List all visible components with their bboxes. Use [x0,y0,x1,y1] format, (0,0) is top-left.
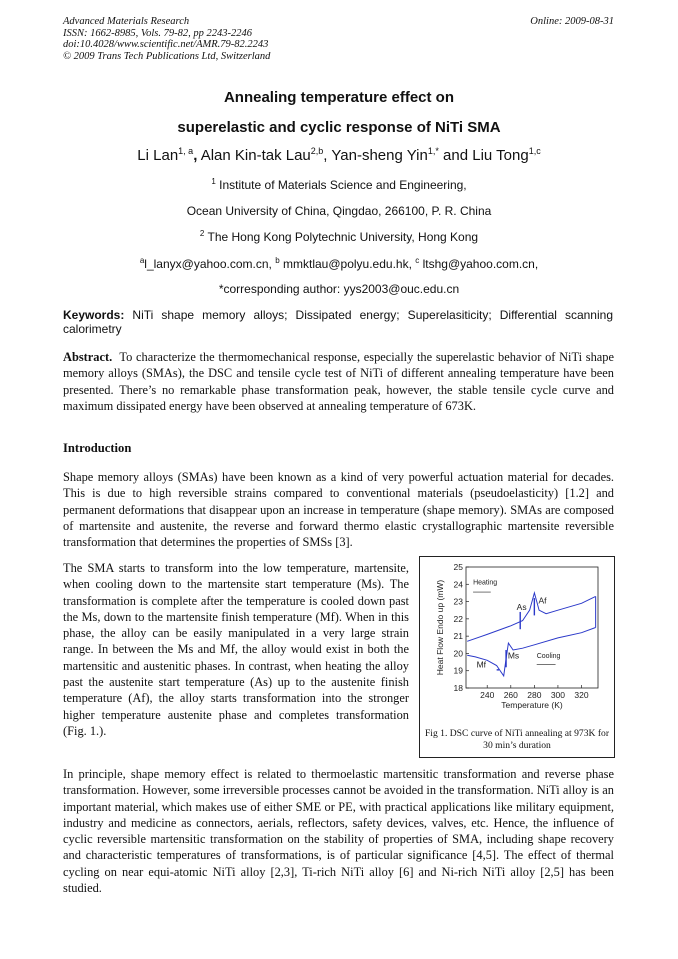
annotation-af: Af [538,595,547,606]
x-axis-label: Temperature (K) [501,700,563,710]
email-b-sup: b [275,256,280,265]
dsc-chart [420,557,614,727]
y-tick-label: 25 [453,562,463,572]
journal-name: Advanced Materials Research [63,16,190,27]
email-line [0,256,678,271]
author-3-sup: 1,* [427,146,439,156]
y-tick-label: 19 [453,665,463,676]
email-c[interactable]: ltshg@yahoo.com.cn, [422,257,539,271]
author-and: and [443,147,469,164]
affiliation-2-text: The Hong Kong Polytechnic University, Hong Kong [207,230,479,244]
author-3: Yan-sheng Yin [331,147,428,164]
affiliation-1-text: Institute of Materials Science and Engineering, [219,178,467,192]
affiliation-2-num: 2 [199,229,205,238]
title-line-2: superelastic and cyclic response of NiTi SMA [177,119,501,136]
x-tick-label: 280 [527,690,542,700]
affiliation-1 [0,177,678,192]
email-a-sup: a [139,256,145,265]
author-4: Liu Tong [472,147,529,164]
keywords [63,308,613,336]
x-tick-label: 320 [574,690,589,700]
intro-paragraph-1: Shape memory alloys (SMAs) have been known as a kind of very powerful actuation material for decades. This is due to high reversible strains compared to conventional materials (pseudoelasticity) [1.2] and permanent deformations that disappear upon an increase in temperature (shape memory). SMAs are composed of martensite and austenite, the reverse and forward thermo elastic crystallographic martensite reversible transformation that determines the properties of SMSs [3]. [63,470,614,550]
affiliation-1-num: 1 [211,177,216,186]
author-1: Li Lan [137,147,179,164]
y-tick-label: 21 [453,631,463,642]
abstract [63,349,614,414]
intro-paragraph-3: In principle, shape memory effect is related to thermoelastic martensitic transformation and reverse phase transformation. However, some irreversible processes cannot be avoided in the transformation. NiTi alloy is an important material, which makes use of either SME or PE, with practical applications like military equipment, industry and medicine as connectors, aerials, reflectors, safety devices, valves, etc. Hence, the influence of cyclic reversible martensitic transformation on the stability of properties of SMA, including shape recovery and characteristic temperatures of transformations, is of particular significance [4,5]. The effect of thermal cycling on near equi-atomic NiTi alloy [2,3], Ti-rich NiTi alloy [6] and Ni-rich NiTi alloy [2,5] has been studied. [63,767,614,896]
author-list: Li Lan$^{1, a}$, Alan Kin-tak Lau$^{2,b}$, Yan-sheng Yin$^{1,*}$ and Liu Tong$^{1,c}$ [137,146,541,164]
x-tick-label: 300 [550,690,566,700]
author-4-sup: 1,c [528,146,541,156]
issn-line: ISSN: 1662-8985, Vols. 79-82, pp 2243-2246 [63,27,252,39]
intro-paragraph-2: The SMA starts to transform into the low temperature, martensite, when cooling down to the martensite start temperature (Ms). The transformation is complete after the temperature is cooled down past the Ms, down to the martensite finish temperature (Mf). When in this phase, the alloy can be easily manipulated in a very large strain range. In between the Ms and Mf, the alloy would exist in both the martensitic and austenitic phases. In contrast, when heating the alloy past the austenite start temperature (As) up to the austenite finish temperature (Af), the alloy starts transformation into the stronger higher temperature austenite phase and completes transformation (Fig. 1.). [63,561,409,738]
online-date: Online: 2009-08-31 [530,16,614,27]
keywords-text: NiTi shape memory alloys; Dissipated energy; Superelasiticity; Differential scanning calorimetry [63,308,613,336]
y-tick-label: 23 [453,596,463,607]
doi-line: doi:10.4028/www.scientific.net/AMR.79-82.2243 [63,39,269,50]
email-b[interactable]: mmktlau@polyu.edu.hk, [283,257,412,271]
annotation-mf: Mf [476,659,487,670]
annotation-heating: Heating [473,579,498,587]
annotation-ms: Ms [507,650,520,661]
introduction-heading: Introduction [63,441,132,455]
annotation-cooling: Cooling [536,652,561,660]
x-tick-label: 260 [503,690,518,700]
author-2-sup: 2,b [310,146,324,156]
keywords-label: Keywords: [63,308,125,322]
x-tick-label: 240 [480,690,495,700]
y-tick-label: 24 [453,579,463,590]
email-a[interactable]: l_lanyx@yahoo.com.cn, [144,257,272,271]
y-tick-label: 20 [453,648,463,659]
y-tick-label: 18 [453,683,463,693]
author-2: Alan Kin-tak Lau [200,147,311,164]
y-tick-label: 22 [453,613,463,624]
copyright-line: © 2009 Trans Tech Publications Ltd, Switzerland [63,50,271,62]
abstract-text: To characterize the thermomechanical response, especially the superelastic behavior of NiTi shape memory alloys (SMAs), the DSC and tensile cycle test of NiTi of different annealing temperature have been presented. There’s no remarkable phase transformation peak, however, the stable tensile cycle curve and maximum dissipated energy have been observed at annealing temperature of 673K. [63,350,614,413]
title-line-1: Annealing temperature effect on [223,89,455,106]
annotation-as: As [516,602,527,613]
corresponding-author: *corresponding author: yys2003@ouc.edu.cn [218,282,460,296]
email-c-sup: c [415,256,420,265]
figure-caption: Fig 1. DSC curve of NiTi annealing at 973K for 30 min’s duration [424,728,610,751]
abstract-label: Abstract. [63,350,113,364]
author-1-sup: 1, a [178,146,194,156]
affiliation-2 [0,229,678,244]
y-axis-label: Heat Flow Endo up (mW) [435,579,445,676]
affiliation-1-address: Ocean University of China, Qingdao, 266100, P. R. China [186,204,492,218]
